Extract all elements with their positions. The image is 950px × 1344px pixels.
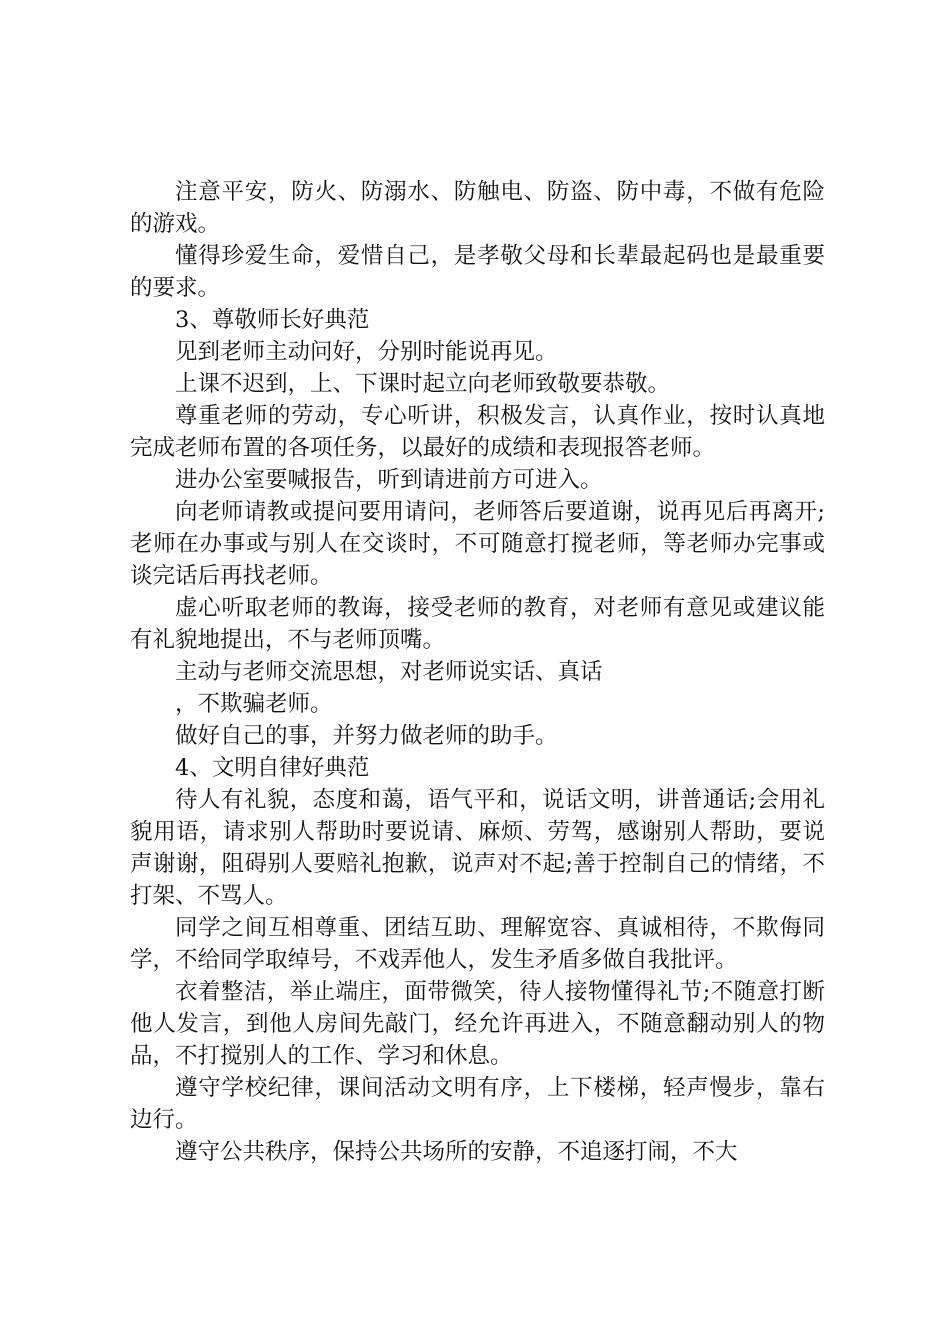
document-body	[130, 176, 825, 1168]
paragraph-office-report: 进办公室要喊报告，听到请进前方可进入。	[175, 467, 603, 493]
paragraph-school-discipline: 遵守学校纪律，课间活动文明有序，上下楼梯，轻声慢步，靠右边行。	[130, 1075, 825, 1133]
paragraph-no-deceive: ，不欺骗老师。	[175, 691, 333, 717]
paragraph-safety: 注意平安，防火、防溺水、防触电、防盗、防中毒，不做有危险的游戏。	[130, 179, 825, 237]
section-heading-respect-teachers: 3、尊敬师长好典范	[175, 307, 370, 333]
paragraph-respect-work: 尊重老师的劳动，专心听讲，积极发言，认真作业，按时认真地完成老师布置的各项任务，以最好的成绩和表现报答老师。	[130, 403, 825, 461]
paragraph-cherish-life: 懂得珍爱生命，爱惜自己，是孝敬父母和长辈最起码也是最重要的要求。	[130, 243, 825, 301]
paragraph-communicate: 主动与老师交流思想，对老师说实话、真话	[175, 659, 603, 685]
paragraph-be-helper: 做好自己的事，并努力做老师的助手。	[175, 723, 558, 749]
paragraph-polite: 待人有礼貌，态度和蔼，语气平和，说话文明，讲普通话;会用礼貌用语，请求别人帮助时要说请、麻烦、劳驾，感谢别人帮助，要说声谢谢，阻碍别人要赔礼抱歉，说声对不起;善于控制自己的情绪，不打架、不骂人。	[130, 787, 825, 909]
paragraph-classmates: 同学之间互相尊重、团结互助、理解宽容、真诚相待，不欺侮同学，不给同学取绰号，不戏弄他人，发生矛盾多做自我批评。	[130, 915, 825, 973]
paragraph-punctual: 上课不迟到，上、下课时起立向老师致敬要恭敬。	[175, 371, 671, 397]
paragraph-manners: 衣着整洁，举止端庄，面带微笑，待人接物懂得礼节;不随意打断他人发言，到他人房间先敲门，经允许再进入，不随意翻动别人的物品，不打搅别人的工作、学习和休息。	[130, 979, 825, 1069]
paragraph-accept-teaching: 虚心听取老师的教诲，接受老师的教育，对老师有意见或建议能有礼貌地提出，不与老师顶嘴。	[130, 595, 825, 653]
paragraph-greet-teacher: 见到老师主动问好，分别时能说再见。	[175, 339, 558, 365]
section-heading-civility: 4、文明自律好典范	[175, 755, 370, 781]
paragraph-public-order: 遵守公共秩序，保持公共场所的安静，不追逐打闹，不大	[175, 1139, 738, 1165]
paragraph-ask-teacher: 向老师请教或提问要用请问，老师答后要道谢，说再见后再离开;老师在办事或与别人在交谈时，不可随意打搅老师，等老师办完事或谈完话后再找老师。	[130, 499, 825, 589]
